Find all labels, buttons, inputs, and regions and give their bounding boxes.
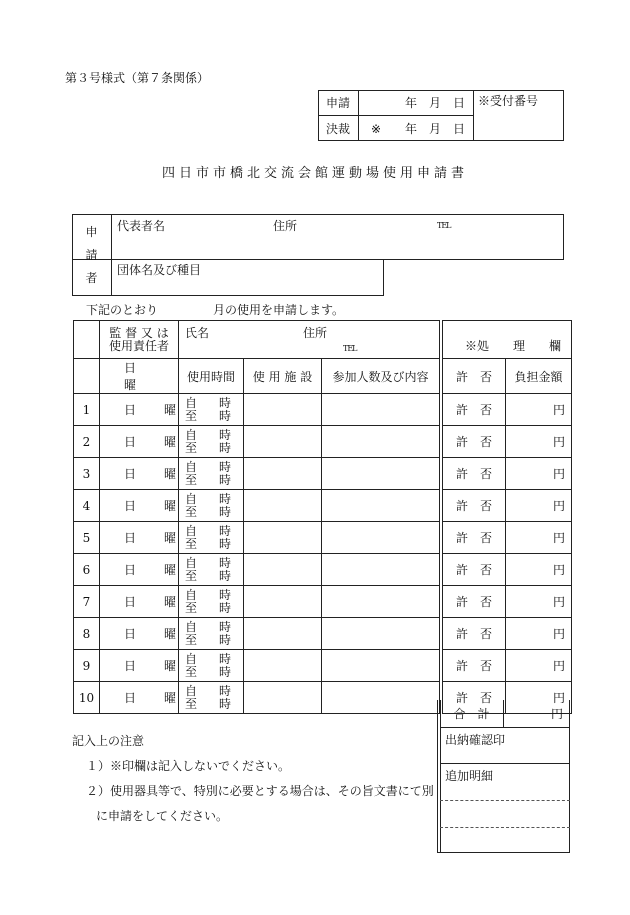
row-facility[interactable]	[244, 394, 322, 426]
table-row	[74, 394, 572, 426]
row-number: 5	[74, 522, 100, 554]
header-fee: 負担金額	[506, 359, 572, 394]
note-3: に申請をしてください。	[96, 809, 229, 823]
row-date[interactable]: 日 曜	[100, 522, 179, 554]
statement-suffix: 月の使用を申請します。	[213, 303, 345, 317]
row-time[interactable]: 自 時 至 時	[179, 458, 244, 490]
row-permit: 許 否	[443, 650, 506, 682]
additional-details-label: 追加明細	[445, 769, 494, 783]
row-time[interactable]: 自 時 至 時	[179, 682, 244, 714]
row-fee[interactable]: 円	[506, 426, 572, 458]
row-facility[interactable]	[244, 522, 322, 554]
statement-prefix: 下記のとおり	[86, 303, 159, 317]
row-fee[interactable]: 円	[506, 682, 572, 714]
row-permit: 許 否	[443, 490, 506, 522]
total-label: 合 計	[453, 707, 490, 721]
total-yen: 円	[550, 707, 563, 721]
row-fee[interactable]: 円	[506, 554, 572, 586]
row-fee[interactable]: 円	[506, 490, 572, 522]
row-participants[interactable]	[322, 586, 440, 618]
document-title: 四日市市橋北交流会館運動場使用申請書	[161, 166, 468, 181]
row-number: 4	[74, 490, 100, 522]
receipt-stamp-label: 出納確認印	[445, 733, 506, 747]
note-2: ２）使用器具等で、特別に必要とする場合は、その旨文書にて別	[86, 784, 434, 798]
row-date[interactable]: 日 曜	[100, 490, 179, 522]
apply-label: 申請	[325, 96, 350, 110]
supervisor-label: 監 督 又 は 使用責任者	[100, 321, 179, 359]
row-number: 6	[74, 554, 100, 586]
row-permit: 許 否	[443, 458, 506, 490]
supervisor-tel-label: TEL	[343, 344, 357, 353]
row-facility[interactable]	[244, 618, 322, 650]
row-permit: 許 否	[443, 682, 506, 714]
row-facility[interactable]	[244, 554, 322, 586]
header-participants: 参加人数及び内容	[322, 359, 440, 394]
row-participants[interactable]	[322, 522, 440, 554]
row-time[interactable]: 自 時 至 時	[179, 426, 244, 458]
header-date: 日 曜	[100, 359, 179, 394]
row-time[interactable]: 自 時 至 時	[179, 650, 244, 682]
notes-heading: 記入上の注意	[72, 734, 145, 748]
row-permit: 許 否	[443, 554, 506, 586]
processing-column-label: ※処 理 欄	[443, 321, 572, 359]
row-fee[interactable]: 円	[506, 586, 572, 618]
decision-mark: ※	[371, 122, 382, 136]
row-participants[interactable]	[322, 458, 440, 490]
row-facility[interactable]	[244, 650, 322, 682]
applicant-label-1: 申	[85, 225, 98, 239]
row-number: 10	[74, 682, 100, 714]
applicant-address-label: 住所	[273, 219, 298, 233]
row-participants[interactable]	[322, 394, 440, 426]
row-facility[interactable]	[244, 682, 322, 714]
table-row	[74, 618, 572, 650]
row-facility[interactable]	[244, 490, 322, 522]
header-facility: 使 用 施 設	[244, 359, 322, 394]
table-row	[74, 458, 572, 490]
row-number: 3	[74, 458, 100, 490]
form-id: 第３号様式（第７条関係）	[65, 71, 210, 85]
row-participants[interactable]	[322, 554, 440, 586]
table-row	[74, 490, 572, 522]
supervisor-name-label: 氏名	[185, 326, 210, 340]
apply-date: 年 月 日	[405, 96, 466, 110]
table-row	[74, 650, 572, 682]
supervisor-info	[179, 321, 440, 359]
row-facility[interactable]	[244, 586, 322, 618]
row-date[interactable]: 日 曜	[100, 458, 179, 490]
row-participants[interactable]	[322, 490, 440, 522]
row-number: 7	[74, 586, 100, 618]
row-permit: 許 否	[443, 586, 506, 618]
row-time[interactable]: 自 時 至 時	[179, 522, 244, 554]
row-permit: 許 否	[443, 522, 506, 554]
applicant-label-2: 請	[85, 248, 98, 262]
table-row	[74, 426, 572, 458]
row-number: 2	[74, 426, 100, 458]
row-fee[interactable]: 円	[506, 618, 572, 650]
row-participants[interactable]	[322, 650, 440, 682]
row-number: 9	[74, 650, 100, 682]
row-permit: 許 否	[443, 394, 506, 426]
note-1: １）※印欄は記入しないでください。	[86, 759, 291, 773]
row-date[interactable]: 日 曜	[100, 650, 179, 682]
row-participants[interactable]	[322, 682, 440, 714]
row-date[interactable]: 日 曜	[100, 586, 179, 618]
row-time[interactable]: 自 時 至 時	[179, 618, 244, 650]
applicant-label-3: 者	[85, 271, 98, 285]
group-label: 団体名及び種目	[117, 263, 202, 277]
row-date[interactable]: 日 曜	[100, 426, 179, 458]
row-participants[interactable]	[322, 426, 440, 458]
row-time[interactable]: 自 時 至 時	[179, 586, 244, 618]
applicant-tel-label: TEL	[437, 221, 451, 230]
row-permit: 許 否	[443, 426, 506, 458]
representative-label: 代表者名	[117, 219, 166, 233]
row-fee[interactable]: 円	[506, 522, 572, 554]
row-number: 1	[74, 394, 100, 426]
row-permit: 許 否	[443, 618, 506, 650]
reception-number-label: ※受付番号	[478, 94, 539, 108]
decision-date: 年 月 日	[405, 122, 466, 136]
table-row	[74, 522, 572, 554]
row-date[interactable]: 日 曜	[100, 618, 179, 650]
row-date[interactable]: 日 曜	[100, 394, 179, 426]
row-date[interactable]: 日 曜	[100, 554, 179, 586]
header-time: 使用時間	[179, 359, 244, 394]
supervisor-address-label: 住所	[303, 326, 328, 340]
row-time[interactable]: 自 時 至 時	[179, 394, 244, 426]
row-fee[interactable]: 円	[506, 394, 572, 426]
header-permit: 許 否	[443, 359, 506, 394]
table-row	[74, 554, 572, 586]
row-facility[interactable]	[244, 426, 322, 458]
row-participants[interactable]	[322, 618, 440, 650]
row-time[interactable]: 自 時 至 時	[179, 490, 244, 522]
row-fee[interactable]: 円	[506, 650, 572, 682]
table-row	[74, 586, 572, 618]
row-fee[interactable]: 円	[506, 458, 572, 490]
row-time[interactable]: 自 時 至 時	[179, 554, 244, 586]
row-number: 8	[74, 618, 100, 650]
usage-table	[73, 320, 572, 714]
row-date[interactable]: 日 曜	[100, 682, 179, 714]
decision-label: 決裁	[325, 122, 350, 136]
row-facility[interactable]	[244, 458, 322, 490]
